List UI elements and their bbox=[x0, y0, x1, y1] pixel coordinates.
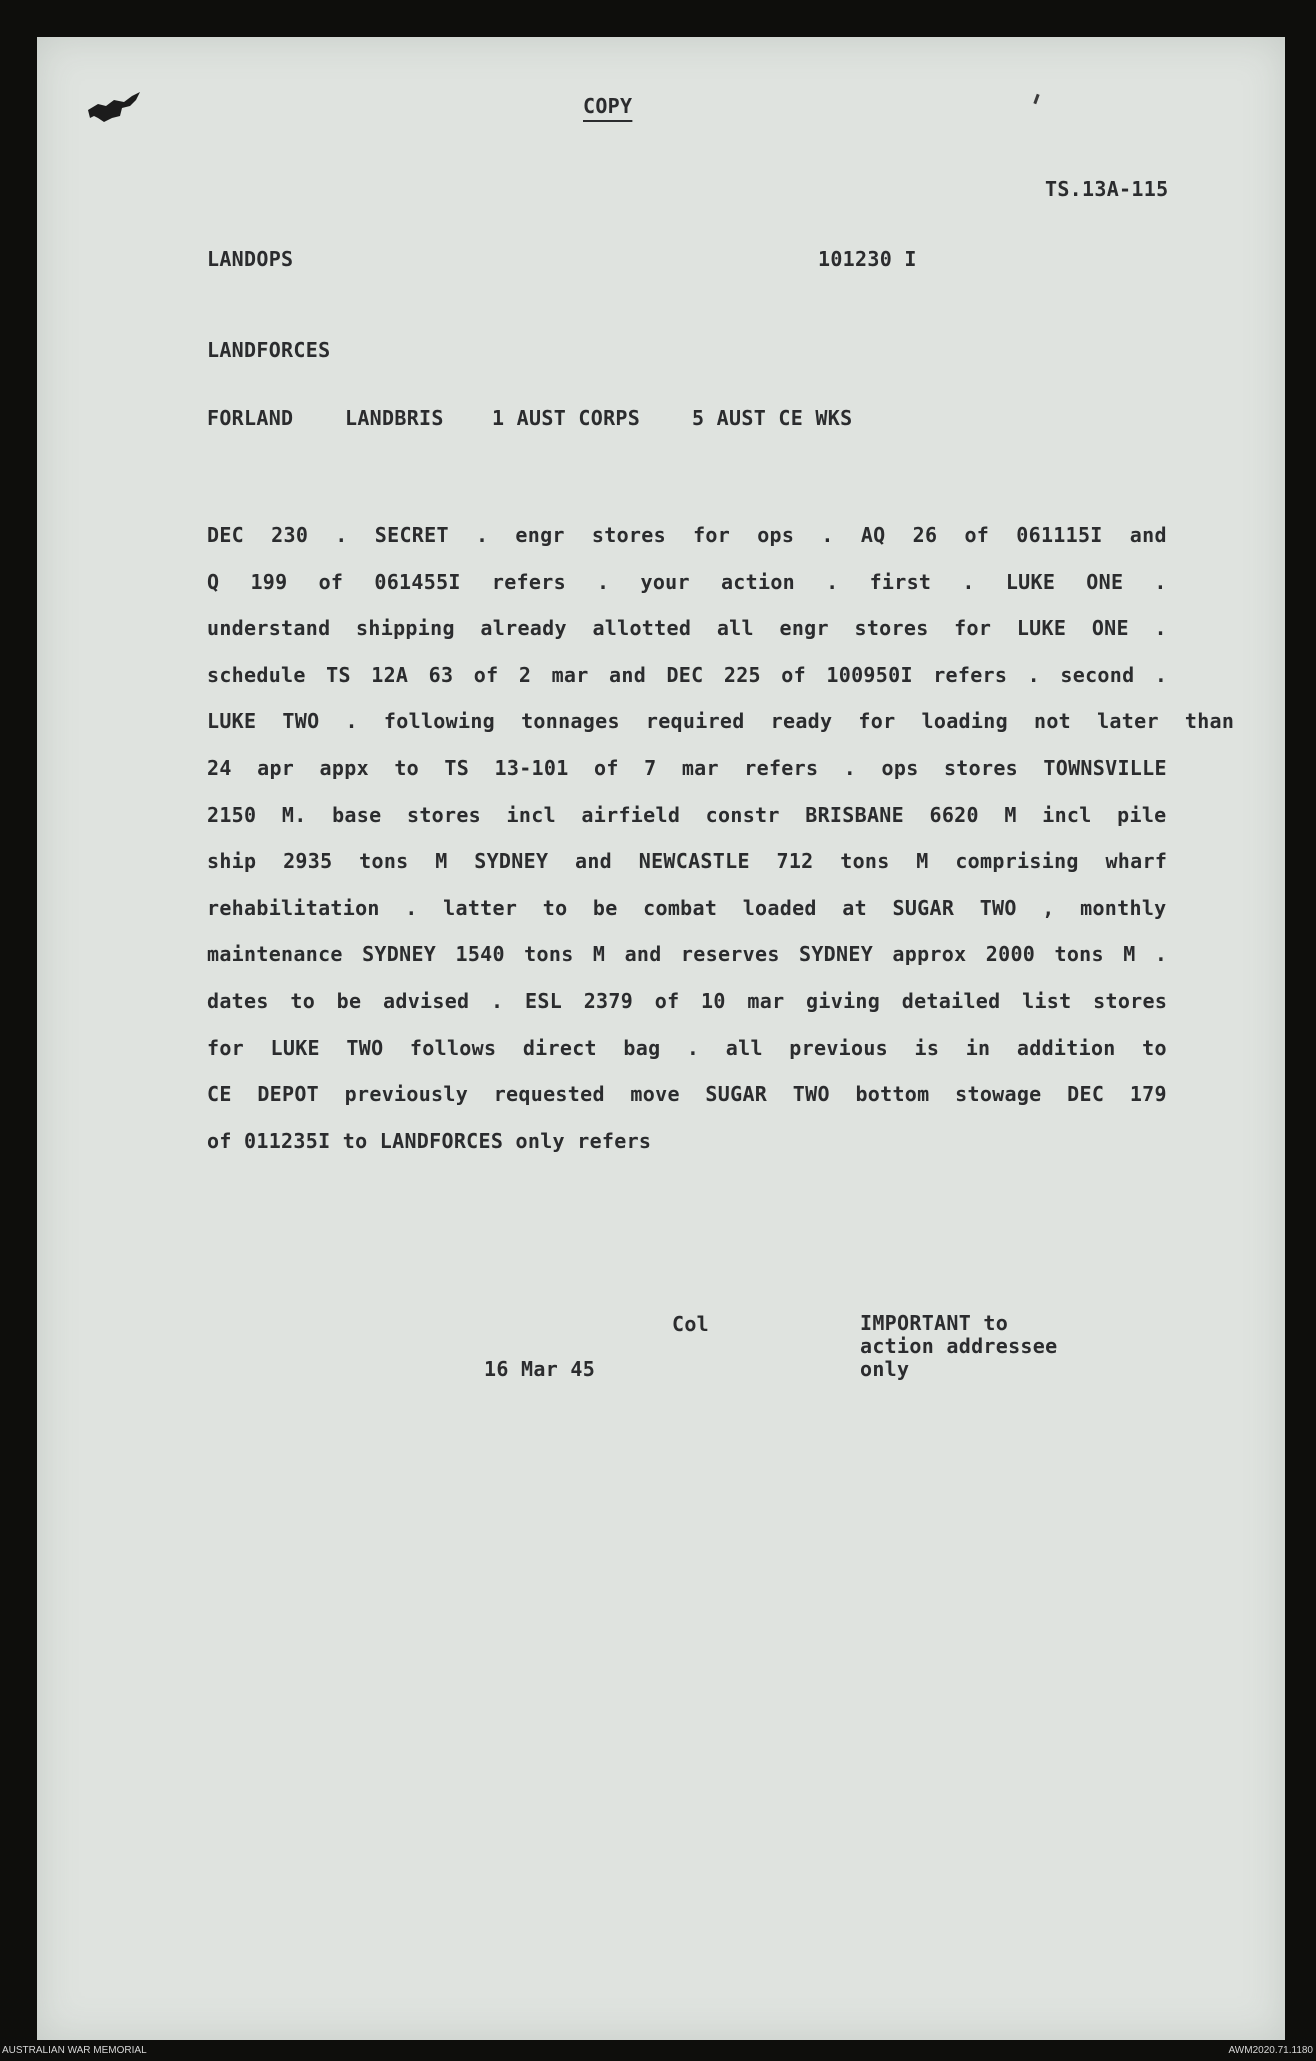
precedence-line: action addressee bbox=[860, 1334, 1058, 1358]
archive-reference: AWM2020.71.1180 bbox=[1228, 2045, 1313, 2056]
body-line: ship 2935 tons M SYDNEY and NEWCASTLE 712 tons M comprising wharf bbox=[207, 849, 1168, 873]
copy-heading: COPY bbox=[583, 94, 633, 118]
body-line: schedule TS 12A 63 of 2 mar and DEC 225 of 100950I refers . second . bbox=[207, 663, 1168, 687]
to-addressee: LANDFORCES bbox=[207, 338, 331, 362]
info-addressee: 1 AUST CORPS bbox=[492, 406, 641, 430]
body-line: 24 apr appx to TS 13-101 of 7 mar refers . ops stores TOWNSVILLE bbox=[207, 756, 1167, 780]
body-line: maintenance SYDNEY 1540 tons M and reserves SYDNEY approx 2000 tons M . bbox=[207, 942, 1168, 966]
precedence-line: only bbox=[860, 1357, 910, 1381]
info-addressee: 5 AUST CE WKS bbox=[692, 406, 853, 430]
ink-blot bbox=[84, 88, 144, 128]
reference-number: TS.13A-115 bbox=[1045, 177, 1169, 201]
body-line: of 011235I to LANDFORCES only refers bbox=[207, 1129, 652, 1153]
body-line: understand shipping already allotted all engr stores for LUKE ONE . bbox=[207, 616, 1167, 640]
body-line: LUKE TWO . following tonnages required ready for loading not later than bbox=[207, 709, 1235, 733]
date-time-group: 101230 I bbox=[818, 247, 917, 271]
body-line: DEC 230 . SECRET . engr stores for ops . AQ 26 of 061115I and bbox=[207, 523, 1167, 547]
body-line: 2150 M. base stores incl airfield constr BRISBANE 6620 M incl pile bbox=[207, 803, 1167, 827]
archive-credit: AUSTRALIAN WAR MEMORIAL bbox=[2, 2045, 147, 2056]
from-addressee: LANDOPS bbox=[207, 247, 294, 271]
body-line: Q 199 of 061455I refers . your action . first . LUKE ONE . bbox=[207, 570, 1167, 594]
body-line: CE DEPOT previously requested move SUGAR TWO bottom stowage DEC 179 bbox=[207, 1082, 1167, 1106]
document-date: 16 Mar 45 bbox=[484, 1357, 596, 1381]
body-line: rehabilitation . latter to be combat loaded at SUGAR TWO , monthly bbox=[207, 896, 1167, 920]
body-line: dates to be advised . ESL 2379 of 10 mar giving detailed list stores bbox=[207, 989, 1168, 1013]
precedence-line: IMPORTANT to bbox=[860, 1311, 1009, 1335]
body-line: for LUKE TWO follows direct bag . all previous is in addition to bbox=[207, 1036, 1167, 1060]
info-addressee: LANDBRIS bbox=[345, 406, 444, 430]
info-addressee: FORLAND bbox=[207, 406, 294, 430]
signature-rank: Col bbox=[672, 1312, 710, 1336]
